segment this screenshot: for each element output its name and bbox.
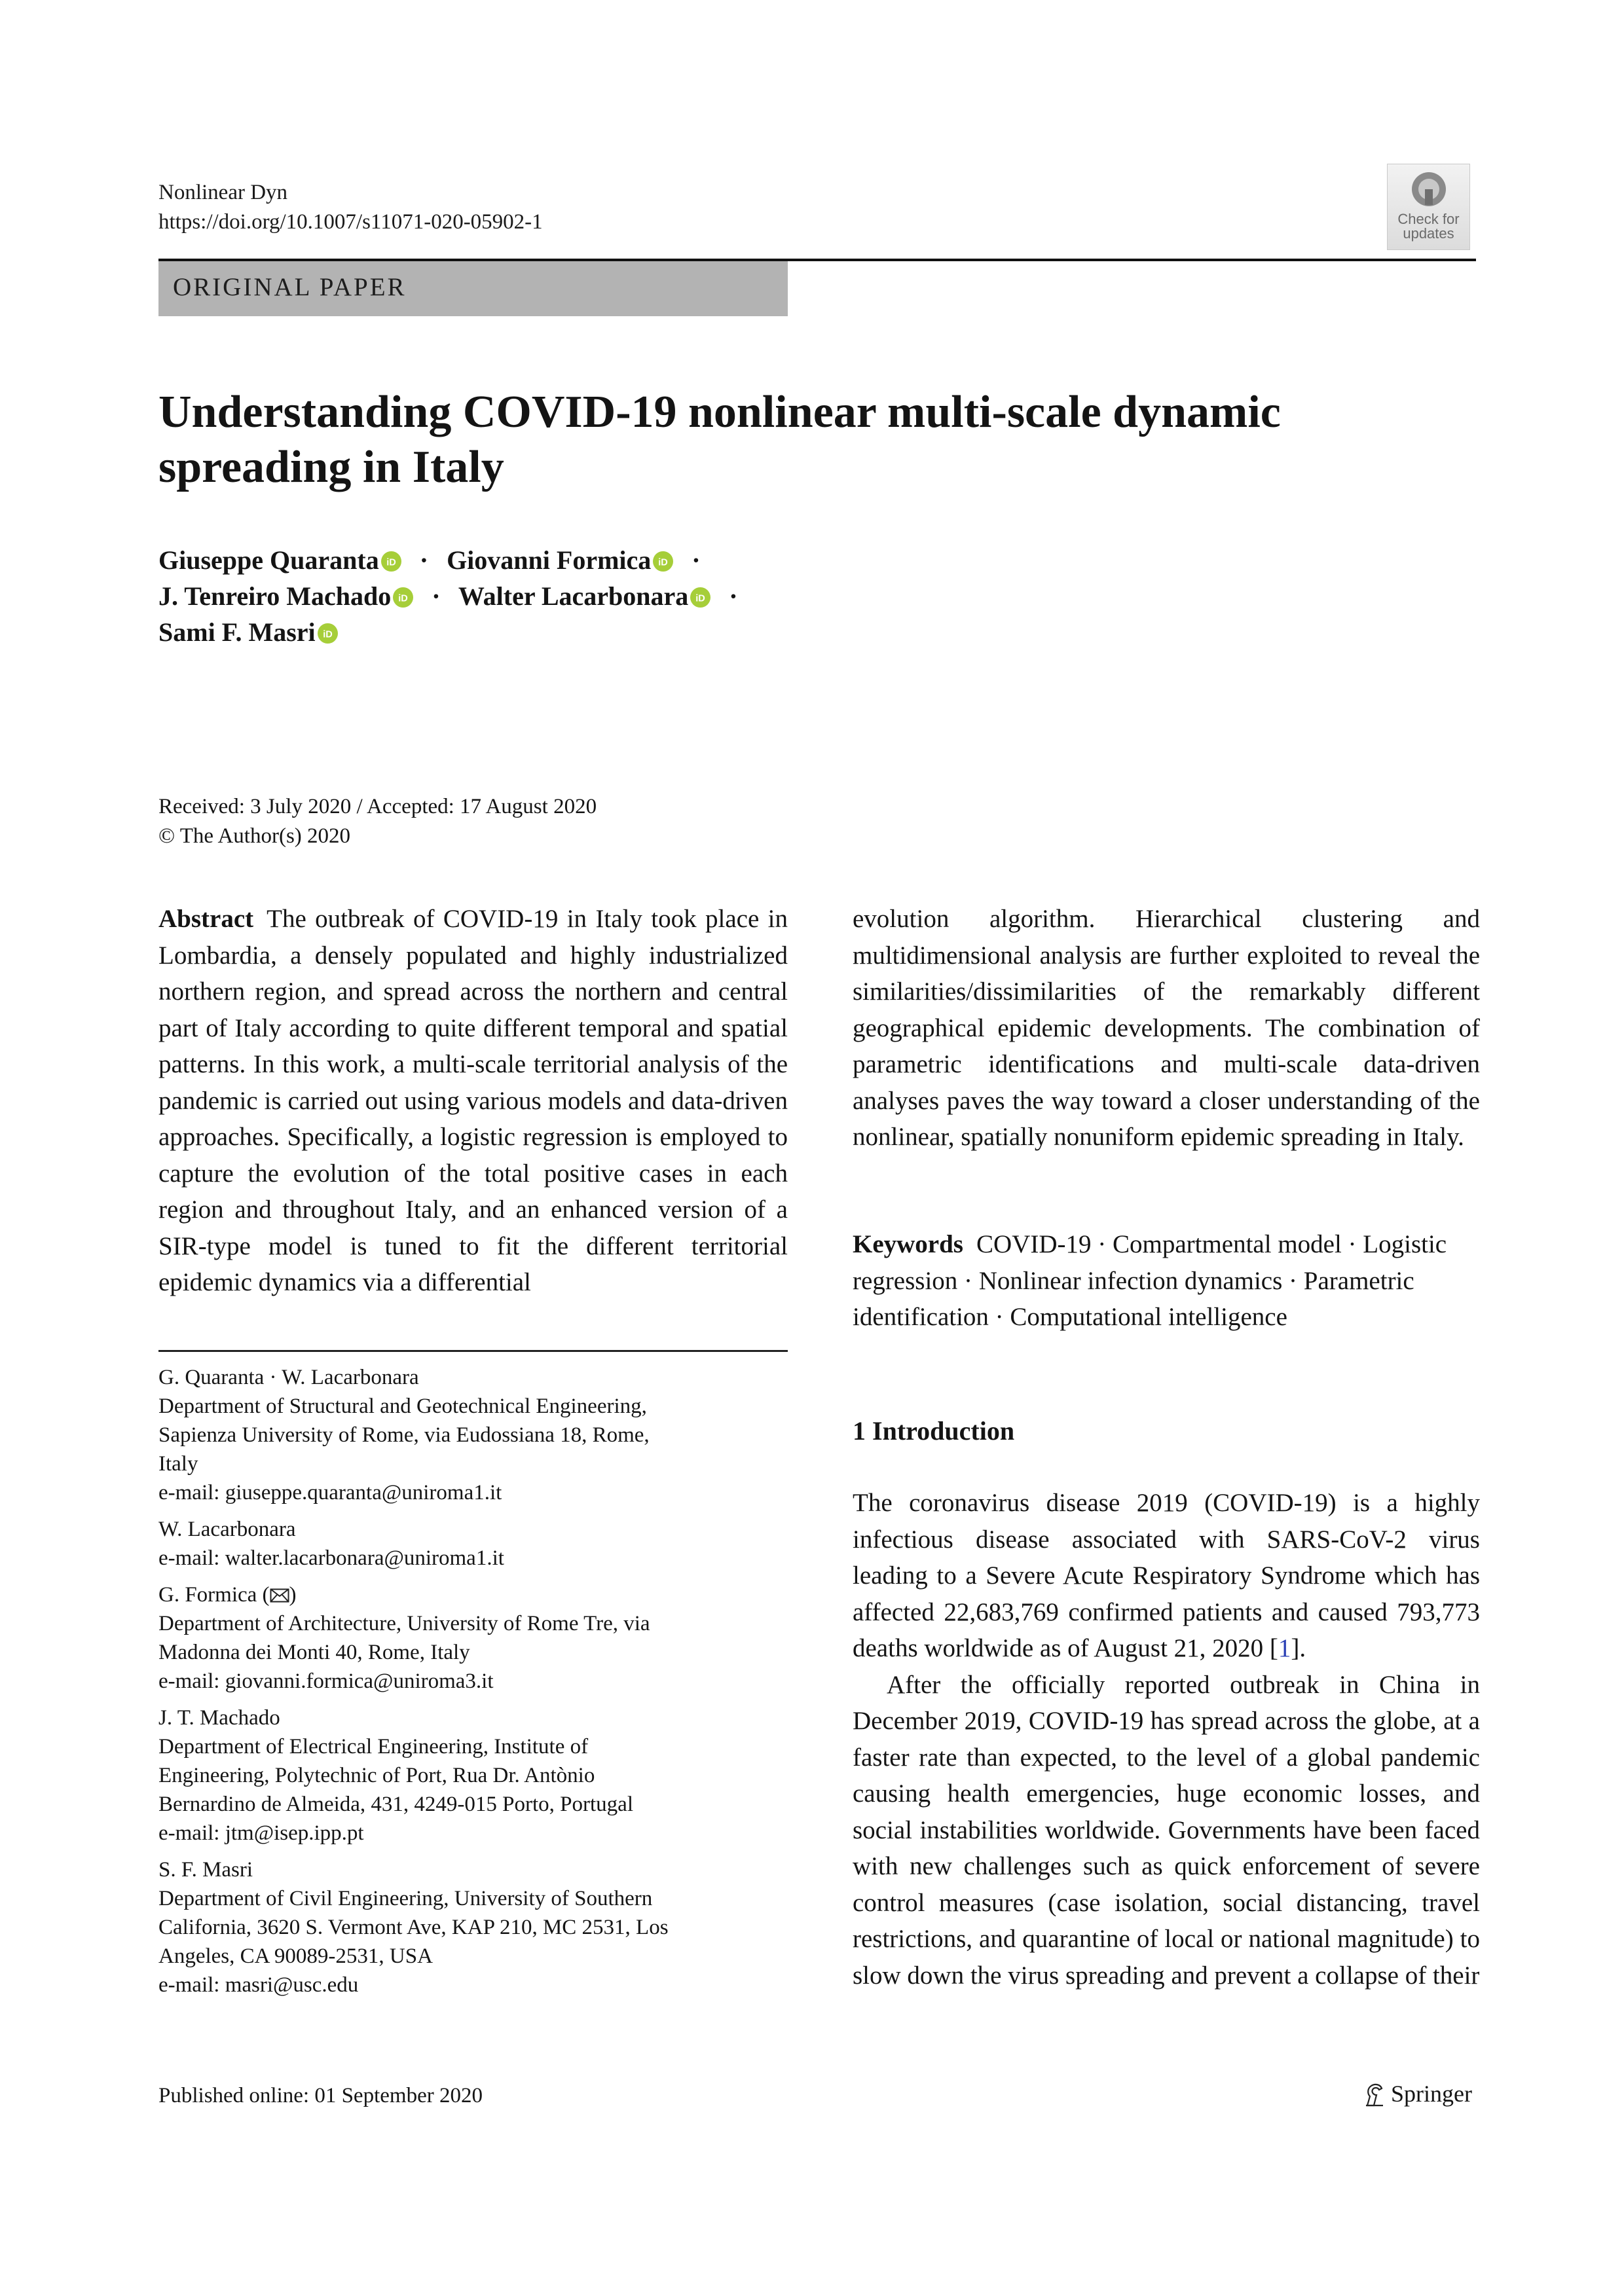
author-name[interactable]: Giovanni Formica: [447, 545, 652, 575]
intro-paragraph-end: ].: [1291, 1634, 1306, 1662]
published-online-date: Published online: 01 September 2020: [158, 2084, 483, 2107]
corresponding-author-close: ): [289, 1583, 297, 1607]
orcid-icon[interactable]: [653, 551, 673, 572]
copyright-line: © The Author(s) 2020: [158, 824, 351, 848]
author-list: [158, 542, 1010, 650]
affiliation-entry: G. Quaranta · W. Lacarbonara Department of Structural and Geotechnical Engineering, Sapienza University of Rome, via Eudossiana 18, Rome, Italy e-mail: giuseppe.quaranta@uniroma1.it: [158, 1366, 650, 1504]
author-name[interactable]: Sami F. Masri: [158, 617, 316, 647]
orcid-icon[interactable]: [318, 623, 338, 644]
affiliation-details: Department of Architecture, University of Rome Tre, via Madonna dei Monti 40, Rome, Italy e-mail: giovanni.formica@uniroma3.it: [158, 1612, 650, 1693]
svg-text:iD: iD: [658, 557, 669, 568]
orcid-icon[interactable]: [381, 551, 401, 572]
author-name[interactable]: J. Tenreiro Machado: [158, 581, 392, 611]
svg-text:iD: iD: [322, 629, 333, 640]
keywords-label: Keywords: [853, 1230, 963, 1258]
keywords-block: [853, 1226, 1480, 1336]
author-name[interactable]: Walter Lacarbonara: [458, 581, 689, 611]
crossmark-icon: [1409, 170, 1449, 209]
publisher-name: Springer: [1391, 2081, 1472, 2107]
affiliation-entry: S. F. Masri Department of Civil Engineering, University of Southern California, 3620 S. Vermont Ave, KAP 210, MC 2531, Los Angeles, CA 90089-2531, USA e-mail: masri@usc.edu: [158, 1858, 669, 1997]
article-type-label: ORIGINAL PAPER: [173, 273, 407, 301]
intro-paragraph: [853, 1485, 1480, 1667]
author-separator: ·: [692, 545, 701, 575]
abstract-continuation: evolution algorithm. Hierarchical clustering and multidimensional analysis are further exploited to reveal the similarities/dissimilarities of the remarkably different geographical epidemic developments. The combination of parametric identifications and multi-scale data-driven analyses paves the way toward a closer understanding of the nonlinear, spatially nonuniform epidemic spreading in Italy.: [853, 905, 1480, 1151]
svg-text:iD: iD: [386, 557, 396, 568]
author-line: [158, 542, 1010, 578]
check-for-updates-badge[interactable]: [1387, 164, 1470, 250]
abstract-text: The outbreak of COVID-19 in Italy took place in Lombardia, a densely populated and highly industrialized northern region, and spread across the northern and central part of Italy according to quite different temporal and spatial patterns. In this work, a multi-scale territorial analysis of the pandemic is carried out using various models and data-driven approaches. Specifically, a logistic regression is employed to capture the evolution of the total positive cases in each region and throughout Italy, and an enhanced version of a SIR-type model is tuned to fit the different territorial epidemic dynamics via a differential: [158, 905, 788, 1296]
journal-name: Nonlinear Dyn: [158, 181, 288, 204]
springer-horse-icon: [1363, 2082, 1386, 2107]
affiliations-block: [158, 1363, 800, 2007]
keywords-text: COVID-19 · Compartmental model · Logistic regression · Nonlinear infection dynamics · Parametric identification · Computational intelligence: [853, 1230, 1447, 1331]
affiliation-entry: J. T. Machado Department of Electrical Engineering, Institute of Engineering, Polytechnic of Port, Rua Dr. Antònio Bernardino de Almeida, 431, 4249-015 Porto, Portugal e-mail: jtm@isep.ipp.pt: [158, 1706, 633, 1845]
abstract-left-column: [158, 901, 788, 1301]
affiliation-entry: [158, 1580, 800, 1696]
envelope-icon[interactable]: [270, 1588, 289, 1603]
publisher-logo: [1363, 2079, 1472, 2108]
section-heading-introduction: 1 Introduction: [853, 1416, 1015, 1446]
corresponding-author-name: G. Formica (: [158, 1583, 270, 1607]
author-separator: ·: [419, 545, 429, 575]
affiliation-rule: [158, 1350, 788, 1352]
author-separator: ·: [432, 581, 441, 611]
affiliation-entry: W. Lacarbonara e-mail: walter.lacarbonara@uniroma1.it: [158, 1518, 504, 1570]
author-name[interactable]: Giuseppe Quaranta: [158, 545, 379, 575]
article-dates: [158, 792, 597, 851]
author-separator: ·: [729, 581, 738, 611]
paper-title: Understanding COVID-19 nonlinear multi-scale dynamic spreading in Italy: [158, 387, 1281, 492]
orcid-icon[interactable]: [393, 587, 413, 608]
doi-link[interactable]: https://doi.org/10.1007/s11071-020-05902-1: [158, 210, 543, 234]
citation-link[interactable]: 1: [1278, 1634, 1291, 1662]
intro-paragraph: After the officially reported outbreak in China in December 2019, COVID-19 has spread across the globe, at a faster rate than expected, to the level of a global pandemic causing health emergencies, huge economic losses, and social instabilities worldwide. Governments have been faced with new challenges such as quick enforcement of severe control measures (case isolation, social distancing, travel restrictions, and quarantine of local or national magnitude) to slow down the virus spreading and prevent a collapse of their: [853, 1670, 1480, 1990]
svg-text:iD: iD: [695, 593, 706, 604]
author-line: [158, 614, 1010, 650]
introduction-body: [853, 1485, 1480, 1994]
received-accepted-dates: Received: 3 July 2020 / Accepted: 17 August 2020: [158, 795, 597, 818]
author-line: [158, 578, 1010, 614]
intro-paragraph-text: The coronavirus disease 2019 (COVID-19) is a highly infectious disease associated with SARS-CoV-2 virus leading to a Severe Acute Respiratory Syndrome which has affected 22,683,769 confirmed patients and caused 793,773 deaths worldwide as of August 21, 2020 [: [853, 1489, 1480, 1662]
orcid-icon[interactable]: [690, 587, 710, 608]
svg-text:iD: iD: [398, 593, 408, 604]
article-type-banner: [158, 261, 788, 316]
check-for-updates-label: Check for updates: [1397, 211, 1460, 242]
abstract-label: Abstract: [158, 905, 254, 933]
